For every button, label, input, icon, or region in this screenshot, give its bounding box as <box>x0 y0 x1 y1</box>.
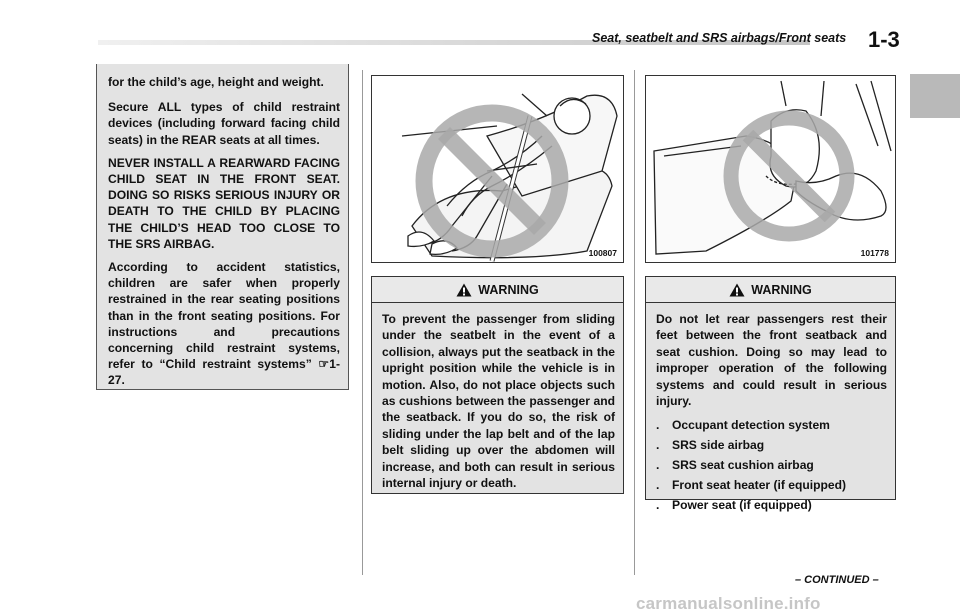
list-item: . Power seat (if equipped) <box>656 498 812 513</box>
list-item: . SRS side airbag <box>656 438 765 453</box>
list-item: . Front seat heater (if equipped) <box>656 478 847 493</box>
bullet: . <box>656 458 660 473</box>
bullet: . <box>656 418 660 433</box>
reclined-seat-illustration <box>371 75 624 263</box>
paragraph: for the child’s age, height and weight. <box>108 75 324 89</box>
column-divider <box>362 70 363 575</box>
warning-header <box>646 277 895 303</box>
child-restraint-text-box <box>96 64 349 390</box>
figure-code: 101778 <box>860 248 889 258</box>
chapter-tab <box>910 74 960 118</box>
continued-label: – CONTINUED – <box>795 574 879 586</box>
watermark: carmanualsonline.info <box>636 594 821 613</box>
warning-text: To prevent the passenger from sliding under the seatbelt in the event of a collision, always put the seatback in the upright position while the vehicle is in motion. Also, do not place objects such as cushions between the passenger and the seatback. If you do so, the risk of sliding under the lap belt and of the lap belt sliding up over the abdomen will increase, and both can result in serious internal injury or death. <box>382 312 615 491</box>
list-item: . SRS seat cushion airbag <box>656 458 814 473</box>
prohibition-sign-icon <box>646 76 896 263</box>
bullet: . <box>656 498 660 513</box>
paragraph: Secure ALL types of child restraint devices (including forward facing child seats) in the REAR seats at all times. <box>108 100 340 147</box>
warning-label: WARNING <box>478 282 539 297</box>
section-title: Seat, seatbelt and SRS airbags/Front seats <box>592 31 847 45</box>
figure-code: 100807 <box>588 248 617 258</box>
affected-systems-list <box>656 417 887 513</box>
warning-triangle-icon <box>456 283 472 297</box>
feet-under-seat-illustration <box>645 75 896 263</box>
warning-box-rear-feet <box>645 276 896 513</box>
paragraph: NEVER INSTALL A REARWARD FACING CHILD SEAT IN THE FRONT SEAT. DOING SO RISKS SERIOUS INJURY OR DEATH TO THE CHILD BY PLACING THE CHILD’S HEAD TOO CLOSE TO THE SRS AIRBAG. <box>108 155 340 251</box>
warning-text: Do not let rear passengers rest their feet between the front seatback and seat cushion. Doing so may lead to improper operation of the following systems and could result in serious injury. <box>656 312 887 409</box>
bullet: . <box>656 478 660 493</box>
page-number: 1-3 <box>868 27 900 52</box>
warning-body <box>372 303 623 491</box>
warning-label: WARNING <box>751 282 812 297</box>
warning-box-seatback <box>371 276 624 494</box>
paragraph: According to accident statistics, children are safer when properly restrained in the rear seating positions than in the front seating positions. For instructions and precautions concerning child restraint systems, refer to “Child restraint systems” ☞1-27. <box>108 260 340 388</box>
list-item: . Occupant detection system <box>656 418 830 433</box>
warning-triangle-icon <box>729 283 745 297</box>
column-divider <box>634 70 635 575</box>
warning-body <box>646 303 895 513</box>
prohibition-sign-icon <box>372 76 624 263</box>
warning-header <box>372 277 623 303</box>
bullet: . <box>656 438 660 453</box>
